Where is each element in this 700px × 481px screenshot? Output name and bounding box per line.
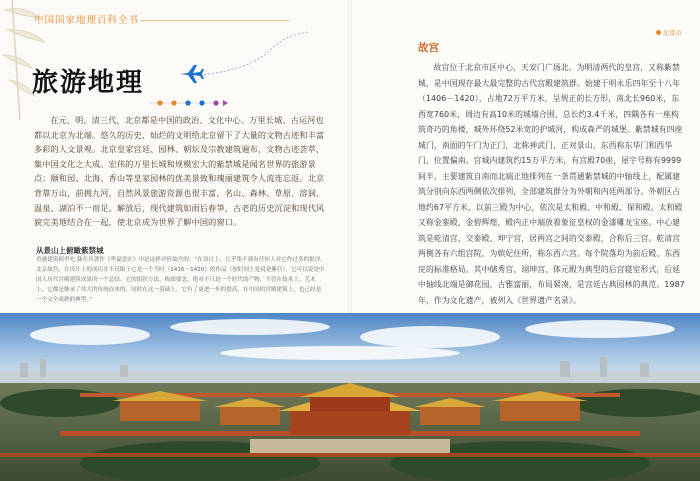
panorama-illustration [0, 313, 700, 481]
section-title: 故宫 [418, 42, 439, 54]
location-label-text: 北京市 [662, 29, 682, 37]
section-body: 故宫位于北京市区中心，天安门广场北。为明清两代的皇宫，又称紫禁城，是中国现存最大最完整的古代宫殿建筑群。始建于明永乐四年至十八年（1406－1420），占地72万平方米，呈规正的长方形，南北长960米，东西宽760米，周边有高10米的城墙合围，总长约3.4千米，四隅各有一座构筑奇巧的角楼，城外环绕52米宽的护城河，构成森严的城堡。紫禁城有四座城门，南面的午门为正门，北称神武门，正对景山，东西称东华门和西华门，位置偏南。宫城内建筑约15万平方米，有宫殿70座，屋宇号称有9999间半，主要建筑自南而北端正地排列在一条贯通紫禁城的中轴线上，配属建筑分别向东西两侧依次排列，全部建筑群分为外朝和内廷两部分。外朝区占地约67平方米，以前三殿为中心，依次是太和殿、中和殿、保和殿。太和殿又称金銮殿，金碧辉煌，殿内正中端放着象征皇权的金漆雕龙宝座。中心建筑是乾清宫、交泰殿、坤宁宫，居两宫之间的交泰殿，合称后三宫。乾清宫两侧各有六组宫院，为嫔妃住所，称东西六宫。每个院落均为前后殿、东西庑的标准格局。其中储秀宫、翊坤宫、体元殿为典型的后宫寝室形式，后延中轴线北端是御花园，古雅富丽，布局紧凑，是宫廷古典园林的典范。1987年，作为文化遗产，被列入《世界遗产名录》。 [418, 63, 685, 305]
airplane-icon [178, 62, 204, 84]
forbidden-city-panorama-photo [0, 313, 700, 481]
book-gutter [348, 0, 352, 315]
location-label [656, 28, 683, 37]
photo-caption-text: 香港建筑师李允 鉌在其著作《华夏意匠》中是这样评价故宫的：“在设计上，几乎集不到有任何人对它作过多的批评。北京故宫，在设计上的成功并不仅限于它是一个当时（1416～1420）的作品（按时间上是说是紫宫）。它可以说是中国人历代宫殿建筑成果的一个总结。它的组织方法，构图要念，绝对不只是一个时代的产物，不管在技术上，艺术上，它都是继承了伟大的传统而来的，同时在这一基础上，它有了更进一步的提高，在中国的宫殿建筑上，也已经是一个完全成熟的典型。” [36, 257, 326, 303]
intro-paragraph: 在元、明、清三代，北京都是中国的政治、文化中心。万里长城、古运河也都以北京为北端。悠久的历史、灿烂的文明给北京留下了大量的文物古迹和丰富多彩的人文景观。北京皇家宫廷、园林、朝坛及宗教建筑遍布，文物古迹荟萃，集中国文化之大成。宏伟的万里长城和规模宏大的紫禁城是闻名世界的旅游景点；颐和园、北海、香山等皇家园林的优美景致和瑰丽建筑令人流连忘返。北京背靠万山，前拥九河，自然风景旅游资源也很丰富，名山、森林、草原、溶洞、温泉、湖泊不一而足。解放后，现代建筑如雨后春笋，古老的历史沉淀和现代风貌完美地结合在一起，使北京成为世界了解中国的窗口。 [34, 115, 325, 228]
location-marker-icon [656, 30, 661, 35]
photo-caption-title: 从景山上俯瞰紫禁城 [36, 246, 104, 255]
page-title: 旅游地理 [32, 68, 145, 98]
flight-trail-decoration [200, 30, 310, 80]
dot-chain-decoration [150, 98, 230, 108]
series-title: 中国国家地理百科全书 [34, 15, 140, 26]
header-rule [140, 20, 290, 21]
